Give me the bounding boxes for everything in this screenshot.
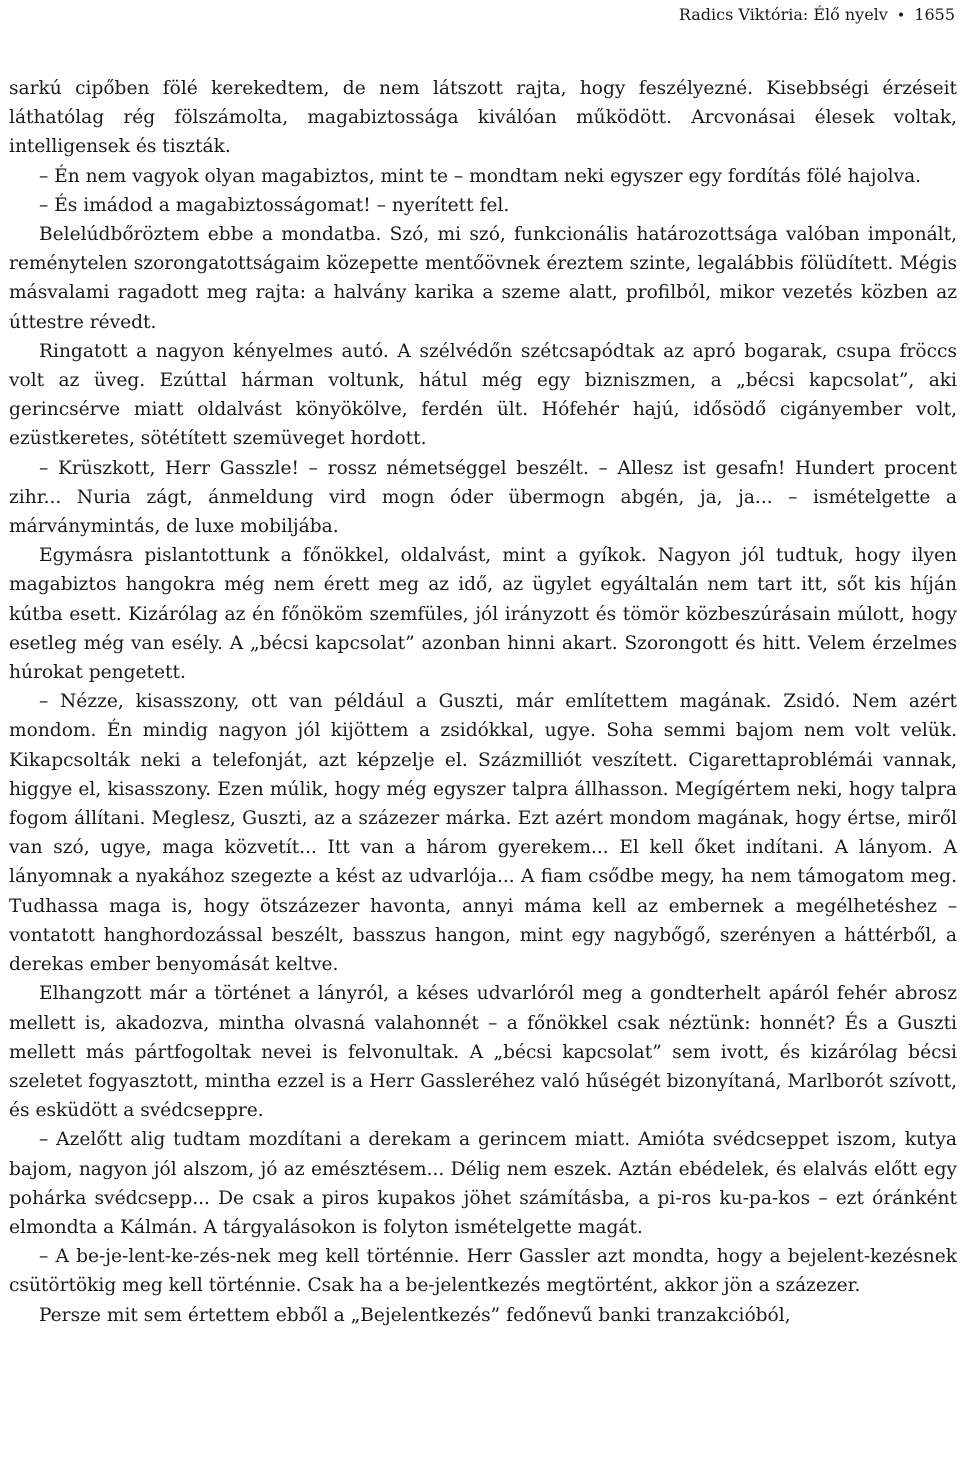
paragraph: Persze mit sem értettem ebből a „Bejelentkezés” fedőnevű banki tranzakcióból,: [39, 1304, 791, 1326]
paragraph: Elhangzott már a történet a lányról, a késes udvarlóról meg a gondterhelt apáról fehér abrosz mellett is, akadozva, mintha olvasná valahonnét – a főnökkel csak néztünk: honnét? És a Guszti mellett más pártfogoltak nevei is felvonultak. A „bécsi kapcsolat” sem ivott, és kizárólag bécsi szeletet fogyasztott, mintha ezzel is a Herr Gassleréhez való hűségét bizonyítaná, Marlborót szívott, és esküdött a svédcseppre.: [9, 983, 957, 1122]
running-head-title: Radics Viktória: Élő nyelv: [678, 5, 888, 24]
bullet-separator: •: [896, 8, 906, 24]
paragraph: – És imádod a magabiztosságomat! – nyerített fel.: [39, 194, 510, 216]
paragraph: – A be-je-lent-ke-zés-nek meg kell történnie. Herr Gassler azt mondta, hogy a bejelent-kezésnek csütörtökig meg kell történnie. Csak ha a be-jelentkezés megtörtént, akkor jön a százezer.: [9, 1246, 957, 1297]
body-text: [9, 74, 957, 1330]
paragraph: Belelúdbőröztem ebbe a mondatba. Szó, mi szó, funkcionális határozottsága valóban imponált, reménytelen szorongatottságaim közepette mentőövnek éreztem szinte, legalábbis fölüdített. Mégis másvalami ragadott meg rajta: a halvány karika a szeme alatt, profilból, mikor vezetés közben az úttestre révedt.: [9, 224, 957, 333]
paragraph: – Krüszkott, Herr Gasszle! – rossz németséggel beszélt. – Allesz ist gesafn! Hundert procent zihr... Nuria zágt, ánmeldung vird mogn óder übermogn abgén, ja, ja... – ismételgette a márványmintás, de luxe mobiljába.: [9, 457, 957, 538]
page-number: 1655: [914, 5, 955, 24]
paragraph: Ringatott a nagyon kényelmes autó. A szélvédőn szétcsapódtak az apró bogarak, csupa fröccs volt az üveg. Ezúttal hárman voltunk, hátul még egy bizniszmen, a „bécsi kapcsolat”, aki gerincsérve miatt oldalvást könyökölve, ferdén ült. Hófehér hajú, idősödő cigányember volt, ezüstkeretes, sötétített szemüveget hordott.: [9, 340, 957, 450]
paragraph: – Én nem vagyok olyan magabiztos, mint te – mondtam neki egyszer egy fordítás fölé hajolva.: [39, 165, 922, 187]
running-head: [9, 0, 957, 34]
paragraph: – Nézze, kisasszony, ott van például a Guszti, már említettem magának. Zsidó. Nem azért mondom. Én mindig nagyon jól kijöttem a zsidókkal, ugye. Soha semmi bajom nem volt velük. Kikapcsolták neki a telefonját, azt képzelje el. Százmilliót veszített. Cigarettaproblémái vannak, higgye el, kisasszony. Ezen múlik, hogy még egyszer talpra állhasson. Megígértem neki, hogy talpra fogom állítani. Meglesz, Guszti, az a százezer márka. Ezt azért mondom magának, hogy értse, miről van szó, ugye, maga közvetít... Itt van a három gyerekem... El kell őket indítani. A lányom. A lányomnak a nyakához szegezte a kést az udvarlója... A fiam csődbe megy, ha nem támogatom meg. Tudhassa maga is, hogy ötszázezer havonta, annyi máma kell az embernek a megélhetéshez – vontatott hanghordozással beszélt, basszus hangon, mint egy nagybőgő, szerényen a háttérből, a derekas ember benyomását keltve.: [9, 691, 957, 976]
paragraph: – Azelőtt alig tudtam mozdítani a derekam a gerincem miatt. Amióta svédcseppet iszom, kutya bajom, nagyon jól alszom, jó az emésztésem... Délig nem eszek. Aztán ebédelek, és elalvás előtt egy pohárka svédcsepp... De csak a piros kupakos jöhet számításba, a pi-ros ku-pa-kos – ezt óránként elmondta a Kálmán. A tárgyalásokon is folyton ismételgette magát.: [9, 1129, 957, 1238]
paragraph: Egymásra pislantottunk a főnökkel, oldalvást, mint a gyíkok. Nagyon jól tudtuk, hogy ilyen magabiztos hangokra még nem érett meg az idő, az ügylet egyáltalán nem tart itt, sőt kis híján kútba esett. Kizárólag az én főnököm szemfüles, jól irányzott és tömör közbeszúrásain múlott, hogy esetleg még van esély. A „bécsi kapcsolat” azonban hinni akart. Szorongott és hitt. Velem érzelmes húrokat pengetett.: [9, 545, 957, 684]
paragraph: sarkú cipőben fölé kerekedtem, de nem látszott rajta, hogy feszélyezné. Kisebbségi érzéseit láthatólag rég fölszámolta, magabiztossága kiválóan működött. Arcvonásai élesek voltak, intelligensek és tiszták.: [9, 78, 957, 158]
